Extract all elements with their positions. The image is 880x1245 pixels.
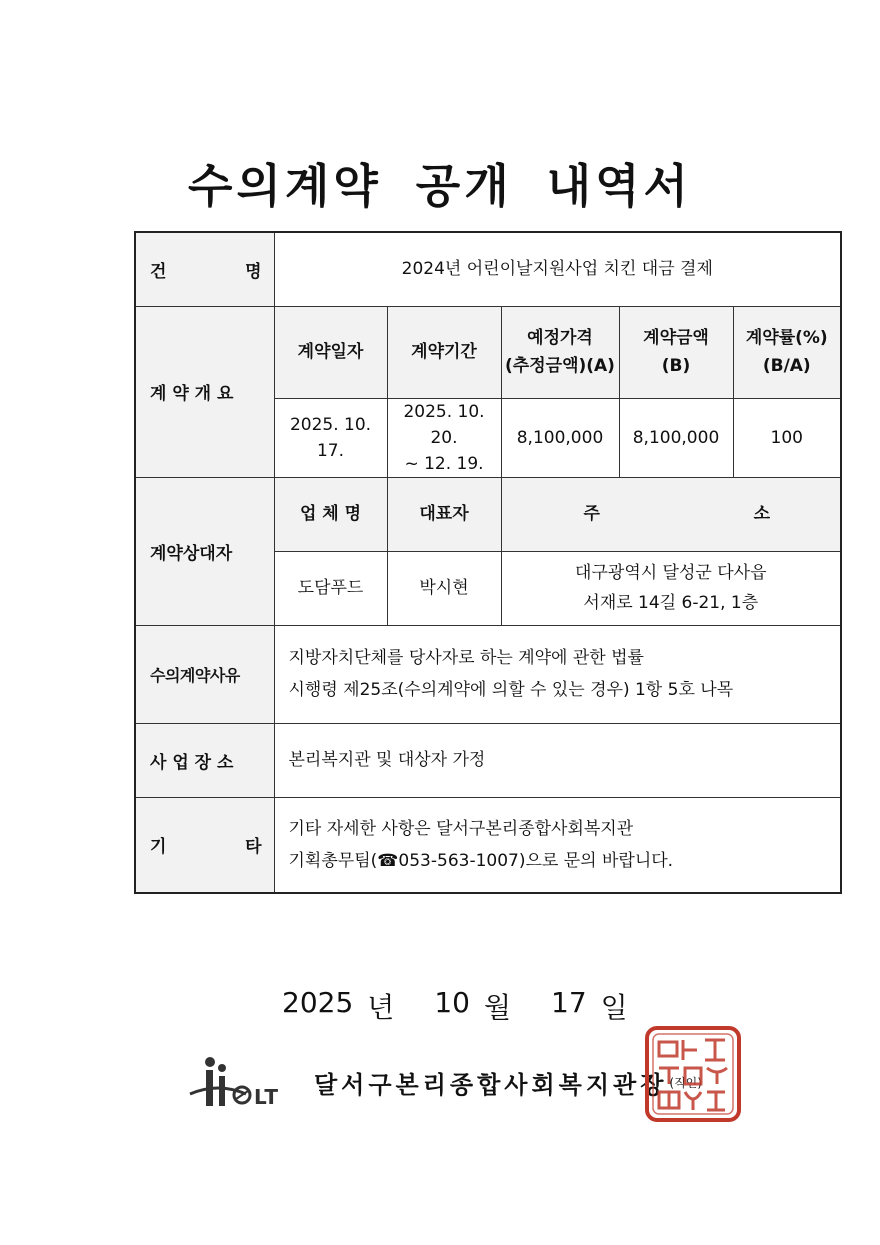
date-day: 17 [551, 986, 587, 1019]
row-place [135, 723, 841, 797]
label-overview: 계 약 개 요 [135, 306, 274, 477]
contract-table [134, 231, 842, 894]
value-representative: 박시현 [387, 551, 501, 625]
official-seal-icon [643, 1024, 743, 1124]
seal-note: (직인) [669, 1075, 702, 1090]
header-representative: 대표자 [387, 477, 501, 551]
date-day-unit: 일 [600, 991, 628, 1024]
svg-text:LT: LT [254, 1085, 280, 1109]
value-address: 대구광역시 달성군 다사읍 서재로 14길 6-21, 1층 [501, 551, 841, 625]
row-overview-header [135, 306, 841, 398]
header-contract-date: 계약일자 [274, 306, 387, 398]
value-contract-date: 2025. 10. 17. [274, 398, 387, 477]
header-rate: 계약률(%) (B/A) [733, 306, 841, 398]
row-etc [135, 797, 841, 893]
document-title: 수의계약 공개 내역서 [188, 159, 692, 213]
value-rate: 100 [733, 398, 841, 477]
footer-signature [188, 1052, 702, 1112]
value-reason: 지방자치단체를 당사자로 하는 계약에 관한 법률 시행령 제25조(수의계약에 의할 수 있는 경우) 1항 5호 나목 [274, 625, 841, 723]
row-counterparty-header [135, 477, 841, 551]
row-name [135, 232, 841, 306]
date-year-unit: 년 [367, 991, 395, 1024]
label-counterparty: 계약상대자 [135, 477, 274, 625]
label-place: 사 업 장 소 [135, 723, 274, 797]
value-amount: 8,100,000 [619, 398, 733, 477]
row-reason [135, 625, 841, 723]
header-estimated: 예정가격 (추정금액)(A) [501, 306, 619, 398]
value-place: 본리복지관 및 대상자 가정 [274, 723, 841, 797]
date-month: 10 [434, 986, 470, 1019]
value-period: 2025. 10. 20. ~ 12. 19. [387, 398, 501, 477]
value-company: 도담푸드 [274, 551, 387, 625]
issue-date [282, 986, 628, 1026]
value-etc: 기타 자세한 사항은 달서구본리종합사회복지관 기획총무팀(☎053-563-1007)으로 문의 바랍니다. [274, 797, 841, 893]
header-address: 주 소 [501, 477, 841, 551]
value-name: 2024년 어린이날지원사업 치킨 대금 결제 [274, 232, 841, 306]
label-name: 건 명 [135, 232, 274, 306]
header-company: 업 체 명 [274, 477, 387, 551]
bolt-logo-icon [188, 1054, 300, 1110]
value-estimated: 8,100,000 [501, 398, 619, 477]
header-period: 계약기간 [387, 306, 501, 398]
label-reason: 수의계약사유 [135, 625, 274, 723]
organization-name: 달서구본리종합사회복지관장 [314, 1070, 668, 1099]
date-year: 2025 [282, 986, 354, 1019]
date-month-unit: 월 [483, 991, 512, 1024]
label-etc: 기 타 [135, 797, 274, 893]
header-amount: 계약금액 (B) [619, 306, 733, 398]
